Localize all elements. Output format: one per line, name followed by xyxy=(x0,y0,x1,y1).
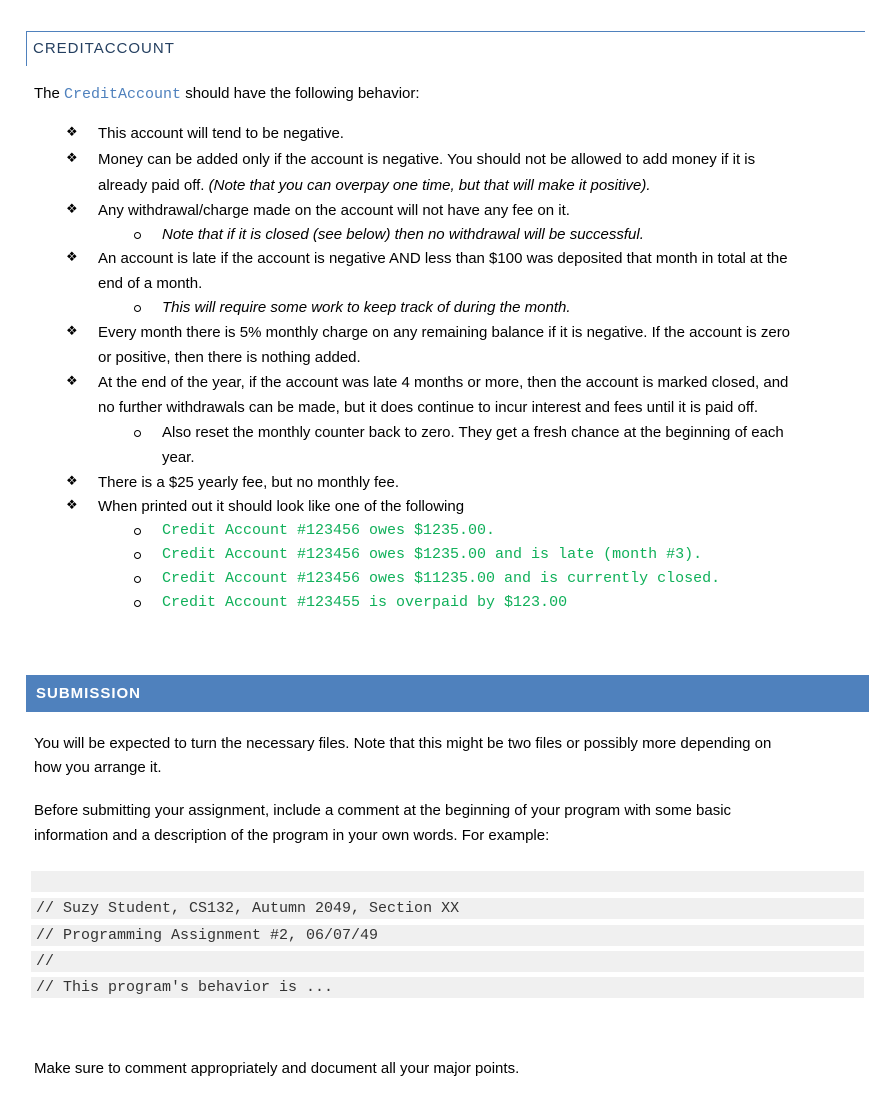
intro-text-before: The xyxy=(34,85,65,102)
code-line: // This program's behavior is ... xyxy=(36,979,334,996)
code-block-background xyxy=(31,871,864,892)
heading-text: CREDITACCOUNT xyxy=(33,40,175,57)
bullet-item: When printed out it should look like one of the following xyxy=(98,498,465,515)
circle-bullet-icon xyxy=(134,600,141,607)
example-output: Credit Account #123456 owes $11235.00 and is currently closed. xyxy=(162,570,721,587)
bullet-text: already paid off. xyxy=(98,177,209,194)
bullet-note-italic: (Note that you can overpay one time, but that will make it positive). xyxy=(208,177,651,194)
diamond-bullet-icon: ❖ xyxy=(66,150,78,165)
example-output: Credit Account #123456 owes $1235.00 and is late (month #3). xyxy=(162,546,703,563)
heading-text: SUBMISSION xyxy=(36,685,142,702)
section-heading-submission xyxy=(26,675,869,712)
diamond-bullet-icon: ❖ xyxy=(66,373,78,388)
sub-bullet-text: This will require some work to keep track of during the month. xyxy=(162,299,571,316)
sub-bullet-item xyxy=(162,298,571,318)
sub-bullet-item: Also reset the monthly counter back to zero. They get a fresh chance at the beginning of each xyxy=(162,424,784,441)
paragraph: You will be expected to turn the necessary files. Note that this might be two files or possibly more depending on xyxy=(34,735,772,752)
sub-bullet-text: Note that if it is closed (see below) then no withdrawal will be successful. xyxy=(162,226,644,243)
example-output: Credit Account #123456 owes $1235.00. xyxy=(162,522,496,539)
paragraph-continuation: how you arrange it. xyxy=(34,759,162,776)
section-heading-creditaccount xyxy=(26,31,865,66)
diamond-bullet-icon: ❖ xyxy=(66,473,78,488)
code-line: // Programming Assignment #2, 06/07/49 xyxy=(36,927,379,944)
circle-bullet-icon xyxy=(134,430,141,437)
example-output: Credit Account #123455 is overpaid by $123.00 xyxy=(162,594,568,611)
code-line: // xyxy=(36,953,55,970)
bullet-item-continuation: or positive, then there is nothing added. xyxy=(98,349,361,366)
diamond-bullet-icon: ❖ xyxy=(66,323,78,338)
bullet-item: Any withdrawal/charge made on the account will not have any fee on it. xyxy=(98,202,570,219)
bullet-item: Money can be added only if the account is negative. You should not be allowed to add money if it is xyxy=(98,151,756,168)
circle-bullet-icon xyxy=(134,305,141,312)
bullet-item: Every month there is 5% monthly charge on any remaining balance if it is negative. If the account is zero xyxy=(98,324,791,341)
diamond-bullet-icon: ❖ xyxy=(66,124,78,139)
circle-bullet-icon xyxy=(134,528,141,535)
intro-paragraph xyxy=(34,84,420,105)
circle-bullet-icon xyxy=(134,552,141,559)
closing-paragraph: Make sure to comment appropriately and document all your major points. xyxy=(34,1060,520,1077)
circle-bullet-icon xyxy=(134,576,141,583)
sub-bullet-item xyxy=(162,225,644,245)
bullet-item: An account is late if the account is negative AND less than $100 was deposited that month in total at the xyxy=(98,250,788,267)
diamond-bullet-icon: ❖ xyxy=(66,249,78,264)
circle-bullet-icon xyxy=(134,232,141,239)
bullet-item-continuation xyxy=(98,176,651,196)
diamond-bullet-icon: ❖ xyxy=(66,497,78,512)
paragraph: Before submitting your assignment, include a comment at the beginning of your program with some basic xyxy=(34,802,732,819)
bullet-item: This account will tend to be negative. xyxy=(98,125,344,142)
bullet-item-continuation: no further withdrawals can be made, but it does continue to incur interest and fees until it is paid off. xyxy=(98,399,759,416)
code-block-background xyxy=(31,951,864,972)
bullet-item: There is a $25 yearly fee, but no monthly fee. xyxy=(98,474,400,491)
paragraph-continuation: information and a description of the program in your own words. For example: xyxy=(34,827,550,844)
sub-bullet-continuation: year. xyxy=(162,449,195,466)
diamond-bullet-icon: ❖ xyxy=(66,201,78,216)
bullet-item: At the end of the year, if the account was late 4 months or more, then the account is marked closed, and xyxy=(98,374,789,391)
intro-text-after: should have the following behavior: xyxy=(181,85,420,102)
code-line: // Suzy Student, CS132, Autumn 2049, Section XX xyxy=(36,900,460,917)
bullet-item-continuation: end of a month. xyxy=(98,275,203,292)
class-name-code: CreditAccount xyxy=(64,86,182,103)
